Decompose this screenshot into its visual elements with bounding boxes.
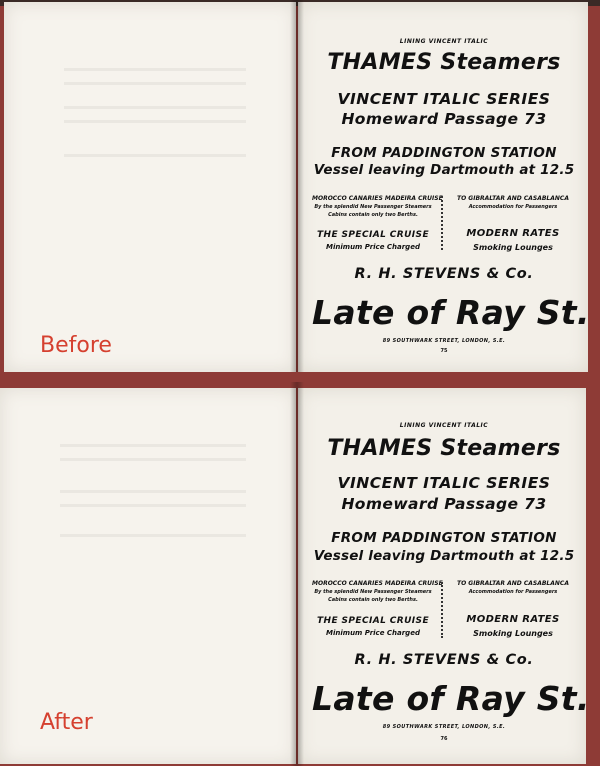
- specimen-line-ray: Late of Ray St.: [312, 679, 590, 718]
- specimen-line-ray: Late of Ray St.: [312, 293, 590, 332]
- page-number: 76: [440, 736, 448, 742]
- col1-line-b: By the splendid New Passenger Steamers: [314, 204, 432, 210]
- type-specimen: [312, 38, 590, 358]
- specimen-line-dartmouth: Vessel leaving Dartmouth at 12.5: [313, 162, 575, 178]
- specimen-footer: 89 SOUTHWARK STREET, LONDON, S.E.: [382, 338, 506, 344]
- column-divider: [441, 582, 445, 638]
- specimen-line-stevens: R. H. STEVENS & Co.: [354, 652, 534, 668]
- after-photo: [0, 382, 600, 766]
- specimen-line-stevens: R. H. STEVENS & Co.: [354, 266, 534, 282]
- specimen-line-thames: THAMES Steamers: [327, 50, 561, 75]
- col2-line-e: Smoking Lounges: [473, 629, 553, 638]
- col2-line-b: Accommodation for Passengers: [468, 589, 558, 595]
- page-number: 75: [440, 348, 448, 354]
- col2-line-a: TO GIBRALTAR AND CASABLANCA: [457, 580, 569, 587]
- col2-line-d: MODERN RATES: [466, 614, 560, 625]
- type-specimen: [312, 422, 590, 752]
- left-page: [4, 2, 296, 372]
- specimen-line-paddington: FROM PADDINGTON STATION: [331, 530, 557, 546]
- spine-shadow: [290, 0, 304, 372]
- column-divider: [441, 196, 445, 250]
- col1-line-b: By the splendid New Passenger Steamers: [314, 589, 432, 595]
- col1-line-e: Minimum Price Charged: [326, 243, 420, 251]
- specimen-header: LINING VINCENT ITALIC: [399, 422, 489, 429]
- specimen-line-thames: THAMES Steamers: [327, 436, 561, 461]
- col1-line-d: THE SPECIAL CRUISE: [317, 616, 429, 626]
- specimen-header: LINING VINCENT ITALIC: [399, 38, 489, 45]
- col1-line-e: Minimum Price Charged: [326, 629, 420, 637]
- col2-line-e: Smoking Lounges: [473, 243, 553, 252]
- specimen-line-series: VINCENT ITALIC SERIES: [337, 474, 551, 492]
- before-photo: [0, 0, 600, 382]
- specimen-line-homeward: Homeward Passage 73: [341, 495, 547, 513]
- after-label: After: [40, 710, 93, 735]
- col1-line-a: MOROCCO CANARIES MADEIRA CRUISE: [312, 195, 443, 202]
- col2-line-b: Accommodation for Passengers: [468, 204, 558, 210]
- specimen-line-paddington: FROM PADDINGTON STATION: [331, 145, 557, 161]
- left-page: [0, 388, 296, 764]
- spine-shadow: [290, 382, 304, 766]
- specimen-line-dartmouth: Vessel leaving Dartmouth at 12.5: [313, 548, 575, 564]
- before-label: Before: [40, 333, 112, 358]
- specimen-footer: 89 SOUTHWARK STREET, LONDON, S.E.: [382, 724, 506, 730]
- col1-line-c: Cabins contain only two Berths.: [328, 212, 418, 218]
- col1-line-a: MOROCCO CANARIES MADEIRA CRUISE: [312, 580, 443, 587]
- col2-line-a: TO GIBRALTAR AND CASABLANCA: [457, 195, 569, 202]
- col1-line-c: Cabins contain only two Berths.: [328, 597, 418, 603]
- specimen-line-homeward: Homeward Passage 73: [341, 110, 547, 128]
- specimen-line-series: VINCENT ITALIC SERIES: [337, 90, 551, 108]
- col1-line-d: THE SPECIAL CRUISE: [317, 230, 429, 240]
- col2-line-d: MODERN RATES: [466, 228, 560, 239]
